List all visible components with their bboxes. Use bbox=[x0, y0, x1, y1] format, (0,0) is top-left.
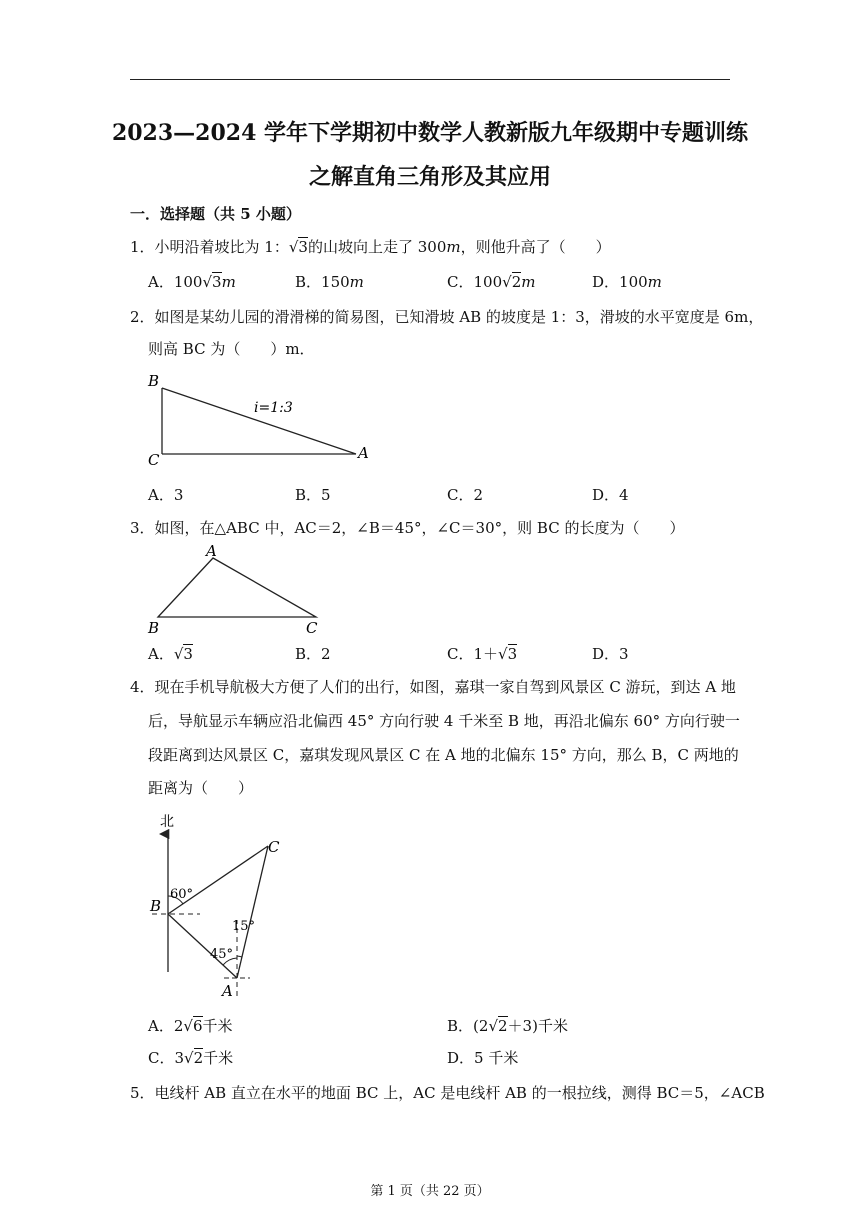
q3-option-a bbox=[148, 643, 193, 664]
option-label: A． bbox=[148, 273, 174, 291]
q4-angle-15-label: 15° bbox=[232, 919, 256, 934]
q4-north-label: 北 bbox=[160, 814, 174, 830]
q1-text-a: 1．小明沿着坡比为 1： bbox=[130, 238, 289, 256]
sqrt-sign: √ bbox=[202, 273, 213, 291]
option-label: A． bbox=[148, 1017, 174, 1035]
option-prefix: 100 bbox=[619, 273, 648, 291]
q2-option-a bbox=[148, 484, 183, 505]
option-prefix: 100 bbox=[173, 273, 203, 291]
sqrt-sign: √ bbox=[288, 238, 299, 256]
option-prefix: 3 bbox=[174, 1049, 185, 1067]
q1-option-d bbox=[592, 271, 662, 292]
q1-text-b: 的山坡向上走了 300 bbox=[307, 238, 447, 256]
option-label: D． bbox=[592, 486, 620, 504]
option-suffix: 千米 bbox=[488, 1049, 519, 1067]
q1-option-b bbox=[295, 271, 364, 292]
question-2-line2: 则高 BC 为（ ）m． bbox=[148, 340, 315, 358]
q3-label-b: B bbox=[148, 619, 160, 637]
q1-option-c bbox=[447, 271, 535, 292]
sqrt-sign: √ bbox=[488, 1017, 498, 1035]
sqrt-sign: √ bbox=[502, 273, 512, 291]
q4-option-a bbox=[148, 1015, 233, 1036]
question-3: 3．如图，在△ABC 中，AC＝2，∠B＝45°，∠C＝30°，则 BC 的长度为（ ） bbox=[130, 519, 685, 537]
option-label: C． bbox=[447, 486, 474, 504]
option-radicand: 2 bbox=[511, 273, 522, 291]
option-suffix: m bbox=[521, 273, 536, 291]
option-label: D． bbox=[447, 1049, 475, 1067]
q4-segment-ac bbox=[237, 846, 268, 978]
q3-option-d bbox=[592, 643, 629, 664]
option-suffix: ＋3)千米 bbox=[507, 1017, 568, 1035]
q2-slope-label: i=1:3 bbox=[254, 400, 293, 416]
q1-option-a bbox=[148, 271, 236, 292]
question-5-line1: 5．电线杆 AB 直立在水平的地面 BC 上，AC 是电线杆 AB 的一根拉线，测得 BC＝5，∠ACB bbox=[130, 1084, 765, 1102]
page-title-line1: 2023—2024 学年下学期初中数学人教新版九年级期中专题训练 bbox=[111, 120, 749, 146]
option-label: C． bbox=[447, 273, 474, 291]
q2-label-c: C bbox=[148, 451, 160, 468]
option-suffix: 千米 bbox=[202, 1017, 233, 1035]
option-label: B． bbox=[447, 1017, 474, 1035]
option-prefix: 100 bbox=[473, 273, 503, 291]
q4-angle-15-arc bbox=[237, 956, 242, 957]
q2-slide-figure bbox=[140, 368, 380, 468]
q4-option-d bbox=[447, 1047, 518, 1068]
option-label: D． bbox=[592, 645, 620, 663]
q3-label-a: A bbox=[206, 542, 217, 560]
sqrt-sign: √ bbox=[173, 645, 184, 663]
q4-label-b: B bbox=[150, 897, 162, 915]
question-4-line3: 段距离到达风景区 C，嘉琪发现风景区 C 在 A 地的北偏东 15° 方向，那么 B，C 两地的 bbox=[148, 746, 739, 764]
q4-option-c bbox=[148, 1047, 233, 1068]
q3-option-b bbox=[295, 643, 331, 664]
option-value: 3 bbox=[173, 486, 184, 504]
option-prefix: 5 bbox=[474, 1049, 489, 1067]
q4-label-c: C bbox=[268, 838, 280, 856]
page-footer: 第 1 页（共 22 页） bbox=[370, 1184, 490, 1199]
option-label: C． bbox=[148, 1049, 175, 1067]
q4-navigation-figure bbox=[140, 808, 300, 1000]
question-1 bbox=[130, 236, 611, 257]
sqrt-sign: √ bbox=[183, 1017, 193, 1035]
option-value: 4 bbox=[619, 486, 629, 504]
section-heading: 一．选择题（共 5 小题） bbox=[130, 205, 301, 223]
option-prefix: 150 bbox=[321, 273, 350, 291]
q2-side-ab bbox=[162, 388, 356, 454]
q4-option-b bbox=[447, 1015, 568, 1036]
option-label: B． bbox=[295, 486, 322, 504]
option-label: B． bbox=[295, 273, 322, 291]
option-radicand: 3 bbox=[183, 645, 193, 663]
q4-angle-60-label: 60° bbox=[170, 887, 194, 902]
option-label: D． bbox=[592, 273, 620, 291]
option-radicand: 2 bbox=[193, 1049, 204, 1067]
q3-label-c: C bbox=[306, 619, 318, 637]
sqrt-sign: √ bbox=[184, 1049, 194, 1067]
header-rule bbox=[130, 79, 730, 80]
q4-angle-45-label: 45° bbox=[210, 947, 234, 962]
q3-triangle-figure bbox=[140, 541, 340, 637]
q2-option-d bbox=[592, 484, 629, 505]
option-radicand: 3 bbox=[212, 273, 222, 291]
question-2-line1: 2．如图是某幼儿园的滑滑梯的简易图，已知滑坡 AB 的坡度是 1：3，滑坡的水平宽度是 6m， bbox=[130, 308, 764, 326]
option-label: A． bbox=[148, 645, 174, 663]
question-4-line1: 4．现在手机导航极大方便了人们的出行，如图，嘉琪一家自驾到风景区 C 游玩，到达 A 地 bbox=[130, 678, 736, 696]
option-suffix: m bbox=[349, 273, 364, 291]
option-radicand: 2 bbox=[498, 1017, 508, 1035]
option-value: 2 bbox=[473, 486, 484, 504]
option-label: B． bbox=[295, 645, 322, 663]
option-suffix: 千米 bbox=[203, 1049, 234, 1067]
option-prefix: 2 bbox=[173, 1017, 184, 1035]
option-prefix: 3 bbox=[619, 645, 629, 663]
option-label: A． bbox=[148, 486, 174, 504]
q3-option-c bbox=[447, 643, 517, 664]
question-4-line2: 后，导航显示车辆应沿北偏西 45° 方向行驶 4 千米至 B 地，再沿北偏东 60° 方向行驶一 bbox=[148, 712, 740, 730]
option-radicand: 6 bbox=[192, 1017, 203, 1035]
option-prefix: 1＋ bbox=[473, 645, 499, 663]
option-suffix: m bbox=[221, 273, 236, 291]
q2-option-b bbox=[295, 484, 331, 505]
question-4-line4: 距离为（ ） bbox=[148, 779, 254, 797]
option-radicand: 3 bbox=[507, 645, 518, 663]
option-label: C． bbox=[447, 645, 474, 663]
option-prefix: 2 bbox=[321, 645, 331, 663]
q4-segment-ba bbox=[168, 914, 237, 978]
q2-option-c bbox=[447, 484, 483, 505]
q1-text-c: ，则他升高了（ ） bbox=[460, 238, 611, 256]
option-value: 5 bbox=[321, 486, 331, 504]
q1-unit: m bbox=[446, 238, 461, 256]
q2-label-b: B bbox=[148, 372, 160, 390]
q4-label-a: A bbox=[222, 982, 233, 1000]
q1-radicand: 3 bbox=[298, 238, 308, 256]
option-prefix: (2 bbox=[473, 1017, 489, 1035]
q2-label-a: A bbox=[358, 444, 369, 462]
q3-triangle bbox=[158, 558, 316, 617]
option-suffix: m bbox=[647, 273, 662, 291]
sqrt-sign: √ bbox=[498, 645, 508, 663]
page-title-line2: 之解直角三角形及其应用 bbox=[308, 164, 551, 190]
